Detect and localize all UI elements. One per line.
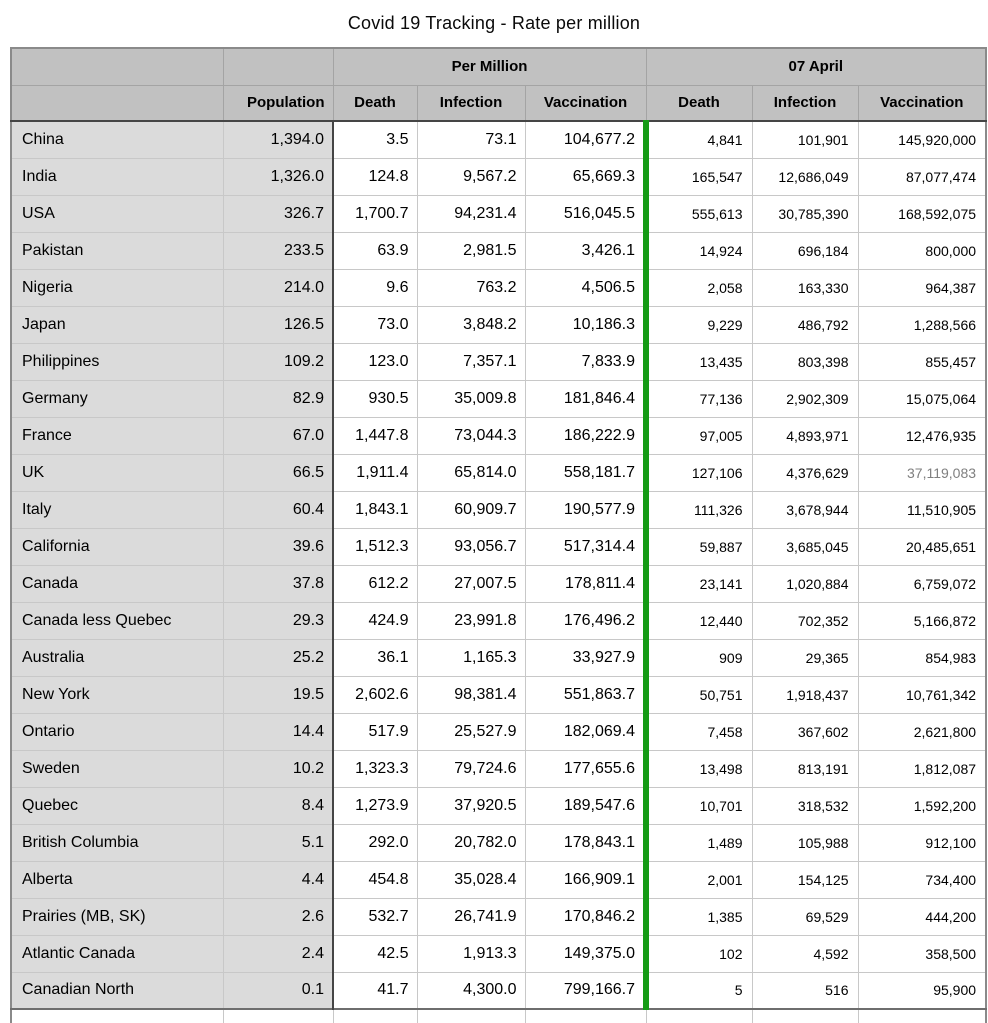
apr-death-cell: 2,001	[646, 861, 752, 898]
population-cell: 66.5	[223, 454, 333, 491]
apr-infection-cell: 2,902,309	[752, 380, 858, 417]
apr-vaccination-cell: 5,166,872	[858, 602, 986, 639]
pm-death-cell: 124.8	[333, 158, 417, 195]
region-name-cell: New York	[11, 676, 223, 713]
pm-vaccination-cell: 182,069.4	[525, 713, 646, 750]
population-cell: 214.0	[223, 269, 333, 306]
apr-infection-cell: 3,685,045	[752, 528, 858, 565]
apr-vaccination-cell: 444,200	[858, 898, 986, 935]
apr-death-cell: 2,058	[646, 269, 752, 306]
population-cell: 326.7	[223, 195, 333, 232]
pm-infection-cell: 9,567.2	[417, 158, 525, 195]
region-name-cell: Japan	[11, 306, 223, 343]
population-cell: 10.2	[223, 750, 333, 787]
population-cell: 67.0	[223, 417, 333, 454]
apr-vaccination-cell: 912,100	[858, 824, 986, 861]
population-cell: 126.5	[223, 306, 333, 343]
population-cell: 39.6	[223, 528, 333, 565]
table-row	[11, 824, 986, 861]
table-row	[11, 528, 986, 565]
header-group-per-million: Per Million	[333, 48, 646, 85]
table-row	[11, 898, 986, 935]
table-row	[11, 343, 986, 380]
pm-vaccination-cell: 170,846.2	[525, 898, 646, 935]
region-name-cell: Canada less Quebec	[11, 602, 223, 639]
pm-infection-cell: 73.1	[417, 121, 525, 158]
pm-death-cell: 63.9	[333, 232, 417, 269]
pm-vaccination-cell: 178,843.1	[525, 824, 646, 861]
apr-infection-cell: 154,125	[752, 861, 858, 898]
table-row	[11, 121, 986, 158]
region-name-cell: Quebec	[11, 787, 223, 824]
column-header-pm-infection: Infection	[417, 85, 525, 121]
pm-death-cell: 9.6	[333, 269, 417, 306]
apr-infection-cell: 702,352	[752, 602, 858, 639]
table-row	[11, 787, 986, 824]
population-cell: 109.2	[223, 343, 333, 380]
pm-vaccination-cell: 166,909.1	[525, 861, 646, 898]
pm-vaccination-cell: 177,655.6	[525, 750, 646, 787]
pm-vaccination-cell: 189,547.6	[525, 787, 646, 824]
pm-infection-cell: 65,814.0	[417, 454, 525, 491]
apr-death-cell: 5	[646, 972, 752, 1009]
table-row	[11, 454, 986, 491]
apr-infection-cell: 367,602	[752, 713, 858, 750]
column-header-pm-death: Death	[333, 85, 417, 121]
pm-vaccination-cell: 186,222.9	[525, 417, 646, 454]
region-name-cell: Canada	[11, 565, 223, 602]
table-row	[11, 158, 986, 195]
apr-vaccination-cell: 95,900	[858, 972, 986, 1009]
apr-death-cell: 10,701	[646, 787, 752, 824]
pm-death-cell: 1,323.3	[333, 750, 417, 787]
column-header-apr-infection: Infection	[752, 85, 858, 121]
apr-death-cell: 12,440	[646, 602, 752, 639]
apr-death-cell: 50,751	[646, 676, 752, 713]
table-row	[11, 306, 986, 343]
table-row	[11, 380, 986, 417]
pm-infection-cell: 1,165.3	[417, 639, 525, 676]
empty-cell	[858, 1009, 986, 1023]
apr-vaccination-cell: 145,920,000	[858, 121, 986, 158]
apr-vaccination-cell: 855,457	[858, 343, 986, 380]
apr-death-cell: 1,385	[646, 898, 752, 935]
table-body	[11, 121, 986, 1023]
region-name-cell: Alberta	[11, 861, 223, 898]
empty-row	[11, 1009, 986, 1023]
empty-cell	[333, 1009, 417, 1023]
header-columns-row	[11, 85, 986, 121]
pm-death-cell: 1,512.3	[333, 528, 417, 565]
table-row	[11, 935, 986, 972]
apr-infection-cell: 101,901	[752, 121, 858, 158]
region-name-cell: Prairies (MB, SK)	[11, 898, 223, 935]
apr-vaccination-cell: 800,000	[858, 232, 986, 269]
apr-infection-cell: 803,398	[752, 343, 858, 380]
pm-death-cell: 424.9	[333, 602, 417, 639]
pm-infection-cell: 93,056.7	[417, 528, 525, 565]
table-row	[11, 491, 986, 528]
column-header-region	[11, 85, 223, 121]
apr-infection-cell: 30,785,390	[752, 195, 858, 232]
pm-death-cell: 532.7	[333, 898, 417, 935]
population-cell: 2.6	[223, 898, 333, 935]
population-cell: 0.1	[223, 972, 333, 1009]
apr-infection-cell: 4,893,971	[752, 417, 858, 454]
apr-death-cell: 7,458	[646, 713, 752, 750]
pm-infection-cell: 94,231.4	[417, 195, 525, 232]
pm-death-cell: 3.5	[333, 121, 417, 158]
region-name-cell: India	[11, 158, 223, 195]
table-row	[11, 417, 986, 454]
pm-infection-cell: 23,991.8	[417, 602, 525, 639]
pm-death-cell: 1,700.7	[333, 195, 417, 232]
pm-infection-cell: 2,981.5	[417, 232, 525, 269]
pm-vaccination-cell: 799,166.7	[525, 972, 646, 1009]
table-row	[11, 195, 986, 232]
table-row	[11, 676, 986, 713]
table-row	[11, 269, 986, 306]
pm-vaccination-cell: 517,314.4	[525, 528, 646, 565]
apr-infection-cell: 3,678,944	[752, 491, 858, 528]
pm-infection-cell: 27,007.5	[417, 565, 525, 602]
apr-vaccination-cell: 1,812,087	[858, 750, 986, 787]
region-name-cell: France	[11, 417, 223, 454]
pm-death-cell: 73.0	[333, 306, 417, 343]
pm-infection-cell: 73,044.3	[417, 417, 525, 454]
population-cell: 82.9	[223, 380, 333, 417]
region-name-cell: USA	[11, 195, 223, 232]
pm-infection-cell: 26,741.9	[417, 898, 525, 935]
pm-infection-cell: 79,724.6	[417, 750, 525, 787]
pm-infection-cell: 60,909.7	[417, 491, 525, 528]
pm-vaccination-cell: 149,375.0	[525, 935, 646, 972]
empty-cell	[752, 1009, 858, 1023]
population-cell: 1,326.0	[223, 158, 333, 195]
apr-infection-cell: 1,020,884	[752, 565, 858, 602]
pm-death-cell: 454.8	[333, 861, 417, 898]
apr-vaccination-cell: 20,485,651	[858, 528, 986, 565]
apr-death-cell: 102	[646, 935, 752, 972]
pm-vaccination-cell: 558,181.7	[525, 454, 646, 491]
pm-death-cell: 123.0	[333, 343, 417, 380]
apr-vaccination-cell: 168,592,075	[858, 195, 986, 232]
apr-death-cell: 13,498	[646, 750, 752, 787]
pm-vaccination-cell: 181,846.4	[525, 380, 646, 417]
pm-infection-cell: 35,009.8	[417, 380, 525, 417]
page-title: Covid 19 Tracking - Rate per million	[347, 13, 641, 33]
population-cell: 37.8	[223, 565, 333, 602]
apr-infection-cell: 486,792	[752, 306, 858, 343]
apr-vaccination-cell: 1,288,566	[858, 306, 986, 343]
pm-vaccination-cell: 10,186.3	[525, 306, 646, 343]
population-cell: 25.2	[223, 639, 333, 676]
pm-death-cell: 1,843.1	[333, 491, 417, 528]
region-name-cell: China	[11, 121, 223, 158]
population-cell: 19.5	[223, 676, 333, 713]
region-name-cell: Sweden	[11, 750, 223, 787]
population-cell: 233.5	[223, 232, 333, 269]
apr-infection-cell: 318,532	[752, 787, 858, 824]
pm-infection-cell: 7,357.1	[417, 343, 525, 380]
pm-vaccination-cell: 516,045.5	[525, 195, 646, 232]
apr-infection-cell: 163,330	[752, 269, 858, 306]
pm-vaccination-cell: 4,506.5	[525, 269, 646, 306]
apr-infection-cell: 12,686,049	[752, 158, 858, 195]
pm-death-cell: 517.9	[333, 713, 417, 750]
apr-death-cell: 127,106	[646, 454, 752, 491]
header-group-row	[11, 48, 986, 85]
region-name-cell: Canadian North	[11, 972, 223, 1009]
pm-death-cell: 930.5	[333, 380, 417, 417]
apr-vaccination-cell: 87,077,474	[858, 158, 986, 195]
apr-death-cell: 23,141	[646, 565, 752, 602]
pm-infection-cell: 20,782.0	[417, 824, 525, 861]
apr-death-cell: 9,229	[646, 306, 752, 343]
pm-vaccination-cell: 104,677.2	[525, 121, 646, 158]
apr-vaccination-cell: 15,075,064	[858, 380, 986, 417]
pm-infection-cell: 1,913.3	[417, 935, 525, 972]
apr-death-cell: 14,924	[646, 232, 752, 269]
pm-vaccination-cell: 176,496.2	[525, 602, 646, 639]
apr-vaccination-cell: 37,119,083	[858, 454, 986, 491]
population-cell: 29.3	[223, 602, 333, 639]
apr-vaccination-cell: 734,400	[858, 861, 986, 898]
region-name-cell: Nigeria	[11, 269, 223, 306]
region-name-cell: Philippines	[11, 343, 223, 380]
pm-infection-cell: 4,300.0	[417, 972, 525, 1009]
population-cell: 60.4	[223, 491, 333, 528]
apr-death-cell: 1,489	[646, 824, 752, 861]
pm-death-cell: 2,602.6	[333, 676, 417, 713]
region-name-cell: Australia	[11, 639, 223, 676]
empty-cell	[11, 1009, 223, 1023]
pm-death-cell: 1,273.9	[333, 787, 417, 824]
table-row	[11, 861, 986, 898]
header-blank-population	[223, 48, 333, 85]
column-header-pm-vaccination: Vaccination	[525, 85, 646, 121]
table-header	[11, 48, 986, 121]
pm-vaccination-cell: 7,833.9	[525, 343, 646, 380]
apr-vaccination-cell: 854,983	[858, 639, 986, 676]
population-cell: 14.4	[223, 713, 333, 750]
population-cell: 2.4	[223, 935, 333, 972]
apr-vaccination-cell: 12,476,935	[858, 417, 986, 454]
pm-infection-cell: 3,848.2	[417, 306, 525, 343]
pm-vaccination-cell: 33,927.9	[525, 639, 646, 676]
column-header-apr-vaccination: Vaccination	[858, 85, 986, 121]
apr-death-cell: 111,326	[646, 491, 752, 528]
header-group-07-april: 07 April	[646, 48, 986, 85]
table-row	[11, 602, 986, 639]
column-header-population: Population	[223, 85, 333, 121]
table-row	[11, 713, 986, 750]
apr-infection-cell: 813,191	[752, 750, 858, 787]
region-name-cell: UK	[11, 454, 223, 491]
pm-death-cell: 612.2	[333, 565, 417, 602]
column-header-apr-death: Death	[646, 85, 752, 121]
pm-infection-cell: 25,527.9	[417, 713, 525, 750]
apr-infection-cell: 69,529	[752, 898, 858, 935]
empty-cell	[525, 1009, 646, 1023]
pm-death-cell: 36.1	[333, 639, 417, 676]
apr-vaccination-cell: 358,500	[858, 935, 986, 972]
region-name-cell: Germany	[11, 380, 223, 417]
pm-infection-cell: 98,381.4	[417, 676, 525, 713]
region-name-cell: Pakistan	[11, 232, 223, 269]
region-name-cell: British Columbia	[11, 824, 223, 861]
covid-tracking-table	[10, 47, 987, 1023]
apr-infection-cell: 4,376,629	[752, 454, 858, 491]
pm-death-cell: 42.5	[333, 935, 417, 972]
apr-vaccination-cell: 10,761,342	[858, 676, 986, 713]
table-row	[11, 750, 986, 787]
empty-cell	[417, 1009, 525, 1023]
apr-death-cell: 909	[646, 639, 752, 676]
pm-vaccination-cell: 3,426.1	[525, 232, 646, 269]
pm-infection-cell: 763.2	[417, 269, 525, 306]
apr-death-cell: 77,136	[646, 380, 752, 417]
apr-vaccination-cell: 11,510,905	[858, 491, 986, 528]
apr-infection-cell: 696,184	[752, 232, 858, 269]
pm-infection-cell: 37,920.5	[417, 787, 525, 824]
empty-cell	[223, 1009, 333, 1023]
apr-vaccination-cell: 6,759,072	[858, 565, 986, 602]
pm-vaccination-cell: 178,811.4	[525, 565, 646, 602]
region-name-cell: Atlantic Canada	[11, 935, 223, 972]
apr-infection-cell: 4,592	[752, 935, 858, 972]
apr-infection-cell: 1,918,437	[752, 676, 858, 713]
population-cell: 4.4	[223, 861, 333, 898]
region-name-cell: California	[11, 528, 223, 565]
population-cell: 8.4	[223, 787, 333, 824]
apr-infection-cell: 29,365	[752, 639, 858, 676]
pm-death-cell: 41.7	[333, 972, 417, 1009]
header-blank-region	[11, 48, 223, 85]
table-row	[11, 639, 986, 676]
pm-infection-cell: 35,028.4	[417, 861, 525, 898]
population-cell: 1,394.0	[223, 121, 333, 158]
pm-death-cell: 1,911.4	[333, 454, 417, 491]
table-row	[11, 232, 986, 269]
population-cell: 5.1	[223, 824, 333, 861]
apr-death-cell: 165,547	[646, 158, 752, 195]
pm-vaccination-cell: 190,577.9	[525, 491, 646, 528]
empty-cell	[646, 1009, 752, 1023]
pm-death-cell: 292.0	[333, 824, 417, 861]
table-row	[11, 565, 986, 602]
apr-vaccination-cell: 964,387	[858, 269, 986, 306]
table-row	[11, 972, 986, 1009]
apr-death-cell: 555,613	[646, 195, 752, 232]
apr-infection-cell: 105,988	[752, 824, 858, 861]
apr-death-cell: 97,005	[646, 417, 752, 454]
region-name-cell: Ontario	[11, 713, 223, 750]
apr-death-cell: 59,887	[646, 528, 752, 565]
apr-vaccination-cell: 2,621,800	[858, 713, 986, 750]
region-name-cell: Italy	[11, 491, 223, 528]
apr-death-cell: 4,841	[646, 121, 752, 158]
pm-vaccination-cell: 65,669.3	[525, 158, 646, 195]
apr-vaccination-cell: 1,592,200	[858, 787, 986, 824]
pm-vaccination-cell: 551,863.7	[525, 676, 646, 713]
pm-death-cell: 1,447.8	[333, 417, 417, 454]
apr-infection-cell: 516	[752, 972, 858, 1009]
apr-death-cell: 13,435	[646, 343, 752, 380]
